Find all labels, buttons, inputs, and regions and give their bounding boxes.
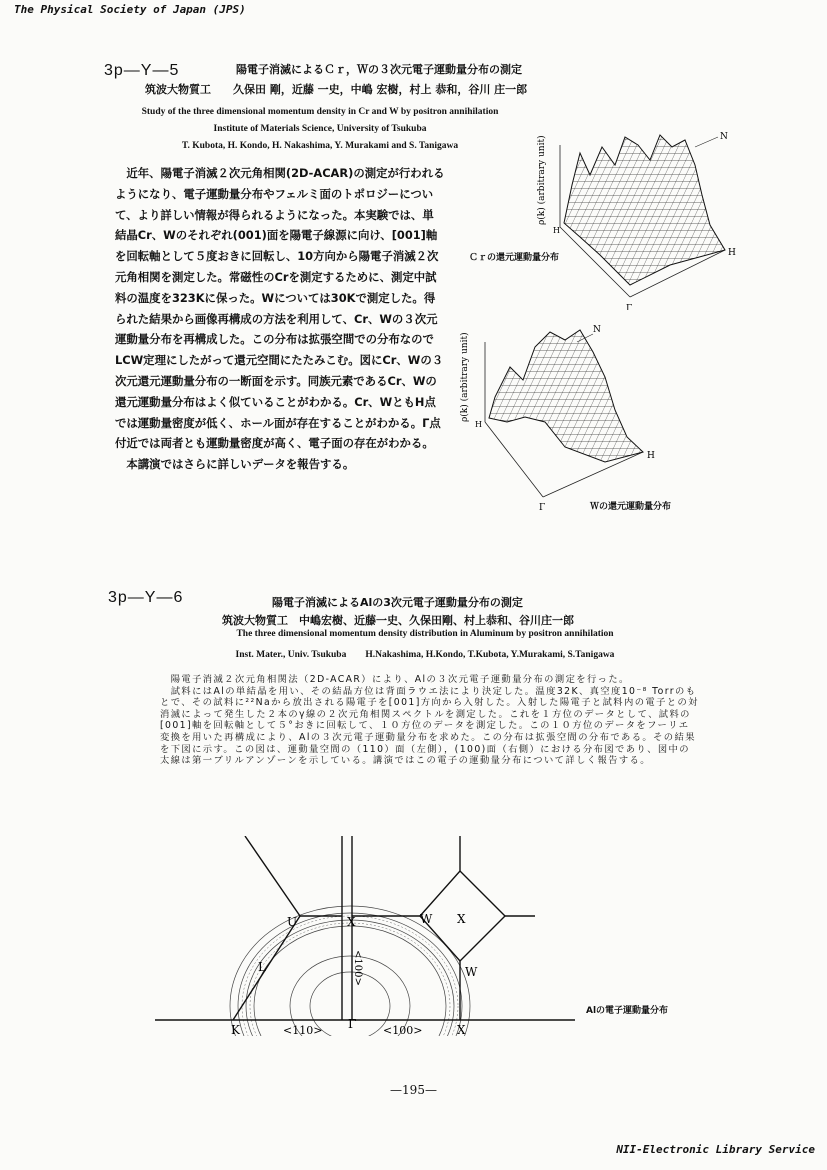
al-axis-100-vertical: <100> <box>352 950 363 986</box>
paper2-authors-en: Inst. Mater., Univ. Tsukuba H.Nakashima, H.Kondo, T.Kubota, Y.Murakami, S.Tanigawa <box>235 650 615 660</box>
w-point-h-right: H <box>647 451 655 461</box>
paper1-authors-jp: 筑波大物質工 久保田 剛，近藤 一史，中嶋 宏樹，村上 恭和，谷川 庄一郎 <box>145 83 528 96</box>
cr-point-gamma: Γ <box>626 304 633 310</box>
journal-header: The Physical Society of Japan (JPS) <box>14 3 246 16</box>
al-contour-figure <box>155 836 575 1036</box>
library-footer: NII-Electronic Library Service <box>616 1143 815 1156</box>
paper1-body-text: 近年、陽電子消滅２次元角相関(2D-ACAR)の測定が行われるようになり、電子運動量分布やフェルミ面のトポロジーについて、より詳しい情報が得られるようになった。本実験では、単結晶Cr、Wのそれぞれ(001)面を陽電子線源に向け、[001]軸を回転軸として５度おきに回転し、10方向から陽電子消滅２次元角相関を測定した。常磁性のCrを測定するために、測定中試料の温度を323Kに保った。Wについては30Kで測定した。得られた結果から画像再構成の方法を利用して、Cr、Wの３次元運動量分布を再構成した。この分布は拡張空間での分布なのでLCW定理にしたがって還元空間にたたみこむ。図にCr、Wの３次元還元運動量分布の一断面を示す。同族元素であるCr、Wの還元運動量分布はよく似ていることがわかる。Cr、WともH点では運動量密度が低く、ホール面が存在することがわかる。Γ点付近では両者とも運動量密度が高く、電子面の存在がわかる。 <box>115 166 445 451</box>
paper1-affiliation-en: Institute of Materials Science, University of Tsukuba <box>213 124 427 134</box>
al-axis-100: <100> <box>383 1024 423 1036</box>
al-figure-caption: Alの電子運動量分布 <box>586 1006 669 1016</box>
w-point-gamma: Γ <box>539 503 546 513</box>
al-label-x-top: X <box>347 915 356 929</box>
al-label-k: K <box>231 1023 240 1036</box>
cr-point-h-left: H <box>553 226 560 235</box>
al-label-w-top: W <box>420 912 433 926</box>
cr-point-n: N <box>720 132 728 142</box>
cr-momentum-surface-figure <box>520 125 765 310</box>
al-label-l: L <box>258 960 266 974</box>
paper2-body: 陽電子消滅２次元角相関法（2D-ACAR）により、Alの３次元電子運動量分布の測定を行った。 試料にはAlの単結晶を用い、その結晶方位は背面ラウエ法により決定した。温度32K、真空度10⁻⁸ Torrのもとで、その試料に²²Naから放出される陽電子を[001]方向から入射した。入射した陽電子と試料内の電子との対消滅によって発生した２本のγ線の２次元角相関スペクトルを測定した。これを１方位のデータとして、試料の[001]軸を回転軸として５°おきに回転して、１０方位のデータを測定した。この１０方位のデータをフーリエ変換を用いた再構成により、Alの３次元電子運動量分布を求めた。この分布は拡張空間の分布である。その結果を下図に示す。この図は、運動量空間の（110）面（左側），(100)面（右側）における分布図であり、図中の太線は第一ブリルアンゾーンを示している。講演ではこの電子の運動量分布について詳しく報告する。 <box>160 674 699 767</box>
al-label-x-bottom: X <box>457 1023 466 1036</box>
paper1-code: 3p—Y—5 <box>104 62 180 79</box>
al-label-u: U <box>287 915 298 929</box>
cr-axis-label: ρ(k) (arbitrary unit) <box>537 135 547 225</box>
w-axis-label: ρ(k) (arbitrary unit) <box>460 332 470 422</box>
page-number: —195— <box>390 1083 437 1097</box>
al-label-x-right: X <box>457 912 466 926</box>
paper1-body <box>115 163 445 475</box>
w-point-n: N <box>593 325 601 335</box>
paper1-authors-en: T. Kubota, H. Kondo, H. Nakashima, Y. Murakami and S. Tanigawa <box>181 141 459 151</box>
paper2-code: 3p—Y—6 <box>108 589 184 606</box>
w-point-h-left: H <box>475 420 482 429</box>
al-label-w-right: W <box>465 965 478 979</box>
cr-point-h-right: H <box>728 248 736 258</box>
paper1-title-en: Study of the three dimensional momentum density in Cr and W by positron annihilation <box>141 107 499 117</box>
paper2-authors-jp: 筑波大物質工 中嶋宏樹、近藤一史、久保田剛、村上恭和、谷川庄一郎 <box>222 614 574 627</box>
w-figure-caption: Ｗの還元運動量分布 <box>590 502 672 512</box>
cr-figure-caption: Ｃｒの還元運動量分布 <box>469 253 560 263</box>
paper1-body-last: 本講演ではさらに詳しいデータを報告する。 <box>115 457 355 472</box>
w-momentum-surface-figure <box>455 322 685 517</box>
al-label-gamma: Γ <box>348 1017 357 1031</box>
paper1-title-jp: 陽電子消滅によるＣｒ，Ｗの３次元電子運動量分布の測定 <box>236 63 522 76</box>
al-axis-110: <110> <box>283 1024 323 1036</box>
paper2-title-jp: 陽電子消滅によるAlの3次元電子運動量分布の測定 <box>272 596 523 609</box>
paper2-title-en: The three dimensional momentum density distribution in Aluminum by positron annihilation <box>236 629 614 639</box>
